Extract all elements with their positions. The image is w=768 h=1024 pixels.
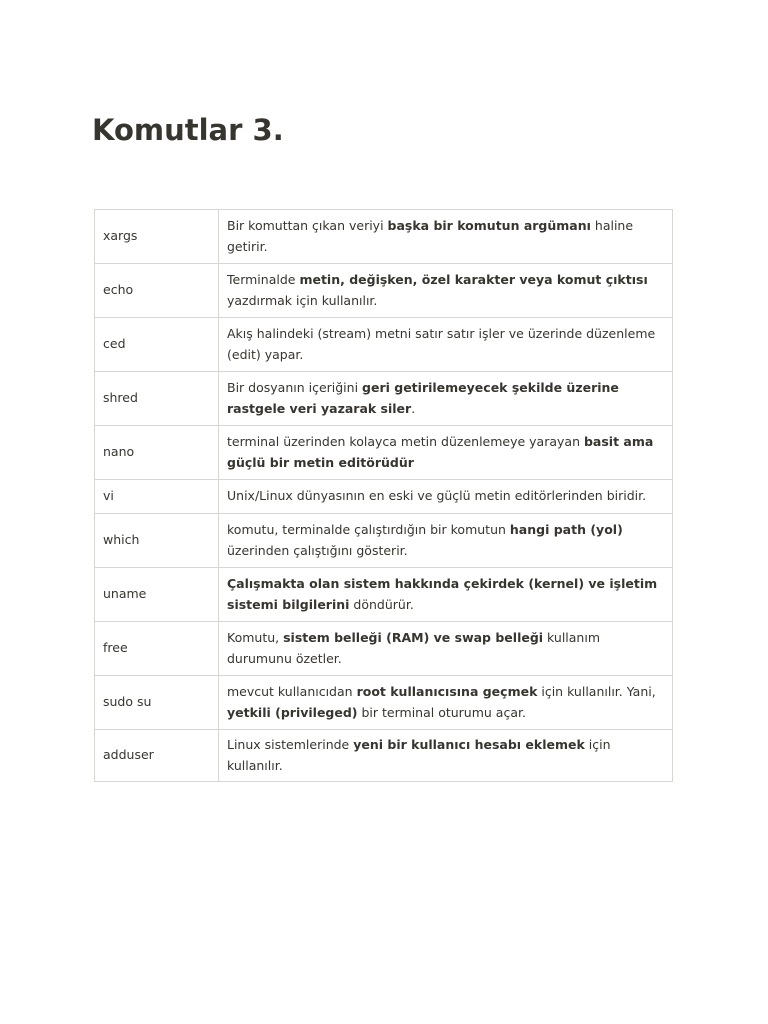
description-bold-text: geri getirilemeyecek şekilde üzerine rastgele veri yazarak siler — [227, 380, 619, 416]
command-name-cell: echo — [95, 264, 219, 318]
description-text: kullanım durumunu özetler. — [227, 630, 601, 666]
commands-table — [94, 209, 673, 782]
description-text: Terminalde — [227, 272, 300, 287]
command-name-cell: uname — [95, 568, 219, 622]
description-bold-text: başka bir komutun argümanı — [387, 218, 591, 233]
table-row — [95, 318, 673, 372]
table-row — [95, 514, 673, 568]
description-text: Linux sistemlerinde — [227, 737, 354, 752]
description-text: Akış halindeki (stream) metni satır satır işler ve üzerinde düzenleme (edit) yapar. — [227, 326, 656, 362]
table-row — [95, 676, 673, 730]
command-description-cell — [219, 480, 673, 514]
command-description-cell — [219, 730, 673, 782]
command-name-cell: which — [95, 514, 219, 568]
command-description-cell — [219, 372, 673, 426]
description-text: yazdırmak için kullanılır. — [227, 292, 378, 308]
description-text: . — [411, 400, 416, 416]
table-row — [95, 426, 673, 480]
command-description-cell — [219, 264, 673, 318]
description-bold-text: yetkili (privileged) — [227, 704, 358, 720]
description-bold-text: metin, değişken, özel karakter veya komut çıktısı — [299, 272, 648, 287]
table-row — [95, 568, 673, 622]
command-name-cell: ced — [95, 318, 219, 372]
description-bold-text: basit ama güçlü bir metin editörüdür — [227, 434, 654, 470]
command-name-cell: free — [95, 622, 219, 676]
description-text: Komutu, — [227, 630, 284, 645]
command-description-cell — [219, 568, 673, 622]
description-text: Unix/Linux dünyasının en eski ve güçlü metin editörlerinden biridir. — [227, 488, 647, 504]
page-title: Komutlar 3. — [92, 113, 284, 147]
command-description-cell — [219, 622, 673, 676]
description-text: döndürür. — [349, 596, 414, 612]
commands-table-body — [95, 210, 673, 782]
command-description-cell — [219, 318, 673, 372]
command-description-cell — [219, 676, 673, 730]
description-bold-text: root kullanıcısına geçmek — [356, 684, 538, 699]
description-text: haline getirir. — [227, 218, 634, 254]
command-description-cell — [219, 426, 673, 480]
description-text: komutu, terminalde çalıştırdığın bir komutun — [227, 522, 510, 537]
description-text: bir terminal oturumu açar. — [357, 704, 526, 720]
command-name-cell: vi — [95, 480, 219, 514]
description-text: Bir komuttan çıkan veriyi — [227, 218, 388, 233]
description-bold-text: Çalışmakta olan sistem hakkında çekirdek (kernel) ve işletim sistemi bilgilerini — [227, 576, 658, 612]
table-row — [95, 622, 673, 676]
table-row — [95, 372, 673, 426]
table-row — [95, 730, 673, 782]
command-description-cell — [219, 210, 673, 264]
description-bold-text: yeni bir kullanıcı hesabı eklemek — [353, 737, 585, 752]
command-name-cell: sudo su — [95, 676, 219, 730]
command-name-cell: shred — [95, 372, 219, 426]
description-text: mevcut kullanıcıdan — [227, 684, 357, 699]
command-description-cell — [219, 514, 673, 568]
description-bold-text: hangi path (yol) — [509, 522, 623, 537]
description-bold-text: sistem belleği (RAM) ve swap belleği — [283, 630, 544, 645]
command-name-cell: nano — [95, 426, 219, 480]
command-name-cell: xargs — [95, 210, 219, 264]
table-row — [95, 480, 673, 514]
description-text: için kullanılır. — [227, 737, 611, 773]
table-row — [95, 210, 673, 264]
description-text: için kullanılır. Yani, — [537, 684, 656, 699]
description-text: üzerinden çalıştığını gösterir. — [227, 542, 408, 558]
description-text: terminal üzerinden kolayca metin düzenlemeye yarayan — [227, 434, 584, 449]
description-text: Bir dosyanın içeriğini — [227, 380, 363, 395]
table-row — [95, 264, 673, 318]
command-name-cell: adduser — [95, 730, 219, 782]
